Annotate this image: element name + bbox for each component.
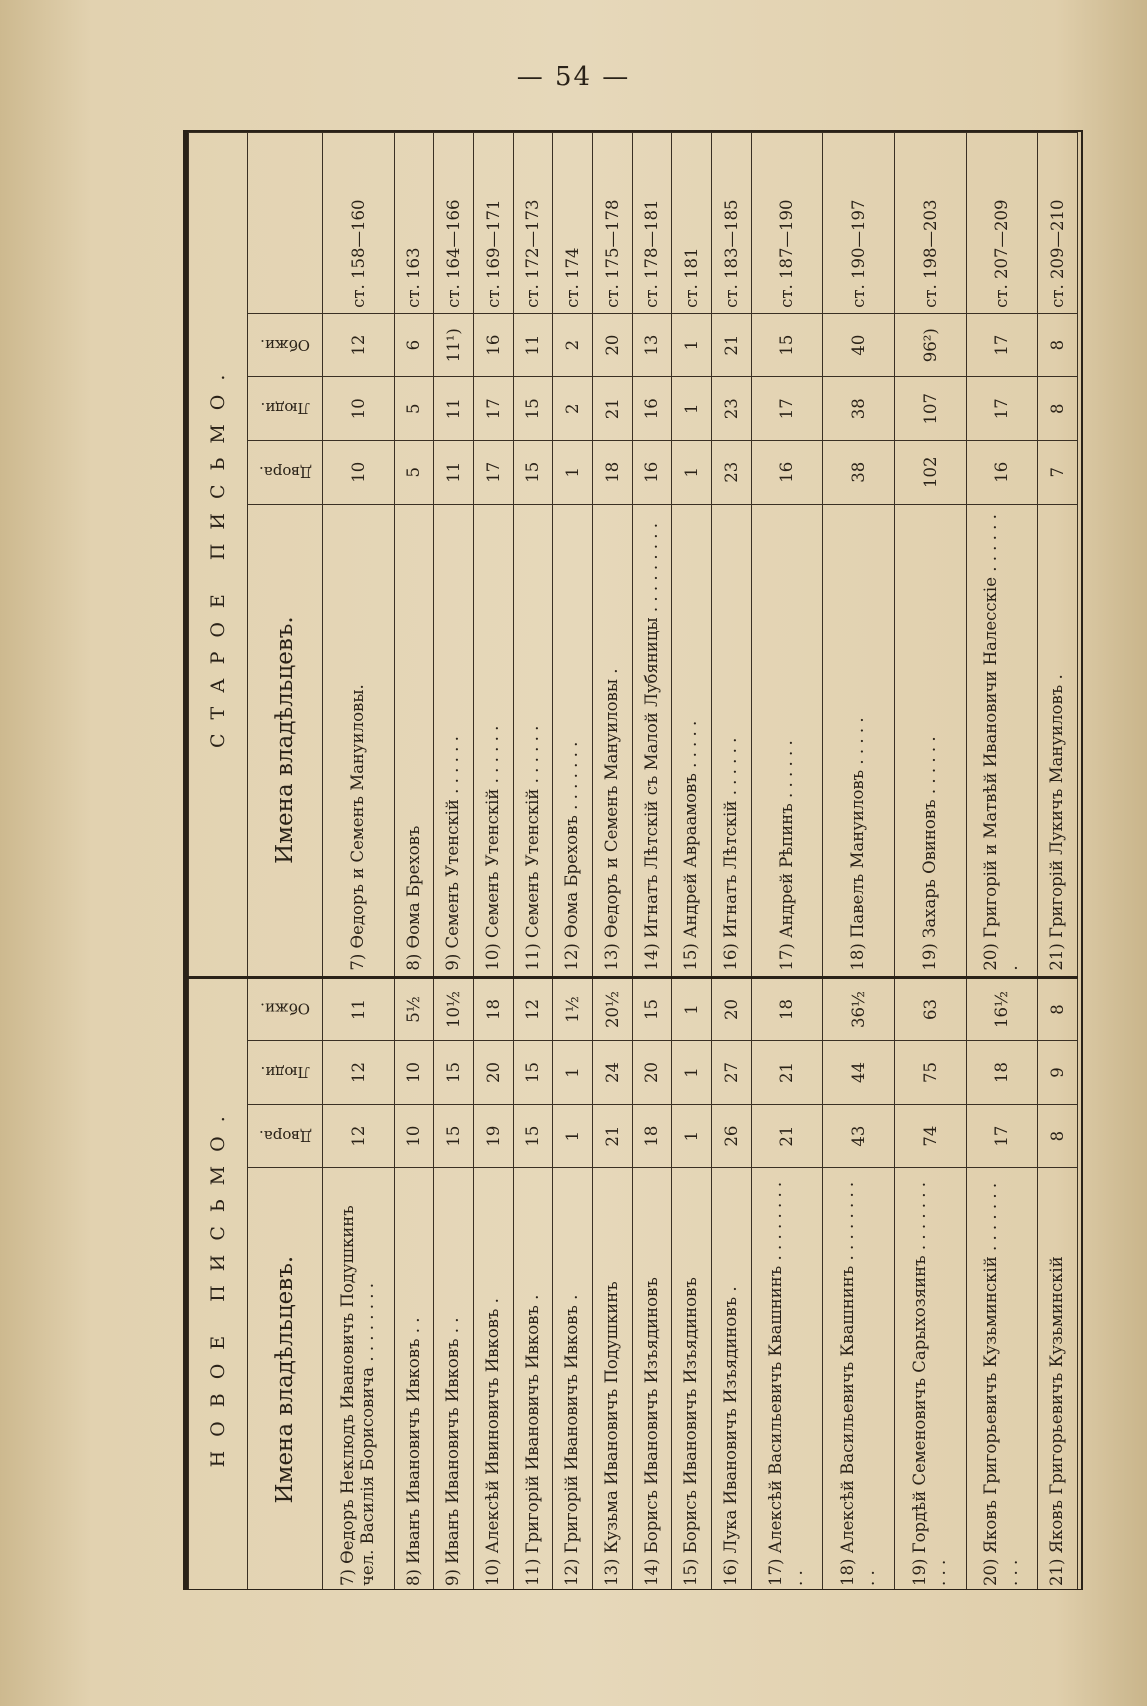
new-owner-cell: 18) Алексѣй Васильевичъ Квашнинъ . . . . . . . . . . [823, 1168, 895, 1590]
header-dvory-old: Двора. [248, 440, 323, 504]
new-lyudi-cell: 20 [632, 1041, 672, 1105]
table-row [672, 133, 712, 1591]
new-lyudi-cell: 15 [513, 1041, 553, 1105]
old-obzhi-cell: 17 [966, 313, 1038, 377]
header-ref-old [248, 133, 323, 314]
reference-cell: ст. 164—166 [434, 133, 474, 314]
new-owner-cell: 10) Алексѣй Ивиновичъ Ивковъ . [473, 1168, 513, 1590]
new-obzhi-cell: 18 [751, 977, 823, 1041]
new-dvory-cell: 15 [513, 1104, 553, 1168]
old-lyudi-cell: 15 [513, 377, 553, 441]
new-dvory-cell: 10 [394, 1104, 434, 1168]
old-obzhi-cell: 12 [323, 313, 395, 377]
old-dvory-cell: 7 [1038, 440, 1078, 504]
new-lyudi-cell: 15 [434, 1041, 474, 1105]
old-owner-cell: 9) Семенъ Утенскій . . . . . . [434, 504, 474, 977]
table-row [592, 133, 632, 1591]
rotated-table-wrapper [188, 132, 1078, 1590]
reference-cell: ст. 178—181 [632, 133, 672, 314]
old-owner-cell: 8) Ѳома Бреховъ [394, 504, 434, 977]
new-owner-cell: 15) Борисъ Ивановичъ Изъядиновъ [672, 1168, 712, 1590]
old-lyudi-cell: 17 [473, 377, 513, 441]
new-obzhi-cell: 20 [712, 977, 752, 1041]
old-lyudi-cell: 38 [823, 377, 895, 441]
new-owner-cell: 12) Григорій Ивановичъ Ивковъ . [553, 1168, 593, 1590]
new-owner-cell: 17) Алексѣй Васильевичъ Квашнинъ . . . . . . . . . . [751, 1168, 823, 1590]
old-owner-cell: 18) Павелъ Мануиловъ . . . . . [823, 504, 895, 977]
old-obzhi-cell: 96²) [894, 313, 966, 377]
new-dvory-cell: 19 [473, 1104, 513, 1168]
header-obzhi-new: Обжи. [248, 977, 323, 1041]
old-lyudi-cell: 5 [394, 377, 434, 441]
old-owner-cell: 19) Захарь Овиновъ . . . . . . [894, 504, 966, 977]
table-row [513, 133, 553, 1591]
reference-cell: ст. 163 [394, 133, 434, 314]
old-lyudi-cell: 17 [966, 377, 1038, 441]
new-owner-cell: 20) Яковъ Григорьевичъ Кузьминскій . . . . . . . . . . [966, 1168, 1038, 1590]
reference-cell: ст. 169—171 [473, 133, 513, 314]
header-owners-old: Имена владѣльцевъ. [248, 504, 323, 977]
owners-table [188, 132, 1078, 1590]
new-lyudi-cell: 20 [473, 1041, 513, 1105]
reference-cell: ст. 181 [672, 133, 712, 314]
reference-cell: ст. 174 [553, 133, 593, 314]
old-owner-cell: 17) Андрей Рѣпинъ . . . . . . [751, 504, 823, 977]
new-owner-cell: 21) Яковъ Григорьевичъ Кузьминскій [1038, 1168, 1078, 1590]
old-obzhi-cell: 2 [553, 313, 593, 377]
old-lyudi-cell: 23 [712, 377, 752, 441]
old-owner-cell: 20) Григорій и Матвѣй Ивановичи Налесскіе . . . . . . . [966, 504, 1038, 977]
old-obzhi-cell: 8 [1038, 313, 1078, 377]
table-row [966, 133, 1038, 1591]
table-row [323, 133, 395, 1591]
old-lyudi-cell: 11 [434, 377, 474, 441]
new-dvory-cell: 26 [712, 1104, 752, 1168]
new-lyudi-cell: 24 [592, 1041, 632, 1105]
old-lyudi-cell: 16 [632, 377, 672, 441]
old-dvory-cell: 16 [632, 440, 672, 504]
header-new-letter: НОВОЕ ПИСЬМО. [189, 977, 248, 1590]
old-dvory-cell: 18 [592, 440, 632, 504]
old-owner-cell: 21) Григорій Лукичъ Мануиловъ . [1038, 504, 1078, 977]
reference-cell: ст. 209—210 [1038, 133, 1078, 314]
old-lyudi-cell: 107 [894, 377, 966, 441]
new-lyudi-cell: 44 [823, 1041, 895, 1105]
new-obzhi-cell: 36½ [823, 977, 895, 1041]
new-lyudi-cell: 21 [751, 1041, 823, 1105]
table-row [751, 133, 823, 1591]
header-old-letter: СТАРОЕ ПИСЬМО. [189, 133, 248, 978]
table-frame [183, 130, 1083, 1590]
new-owner-cell: 7) Ѳедоръ Неклюдъ Ивановичъ Подушкинъ чел. Василія Борисовича . . . . . . . . [323, 1168, 395, 1590]
new-dvory-cell: 21 [751, 1104, 823, 1168]
new-obzhi-cell: 10½ [434, 977, 474, 1041]
reference-cell: ст. 172—173 [513, 133, 553, 314]
table-body [323, 133, 1078, 1591]
old-owner-cell: 12) Ѳома Бреховъ . . . . . . . [553, 504, 593, 977]
reference-cell: ст. 190—197 [823, 133, 895, 314]
table-row [632, 133, 672, 1591]
new-obzhi-cell: 1½ [553, 977, 593, 1041]
new-obzhi-cell: 15 [632, 977, 672, 1041]
old-dvory-cell: 1 [553, 440, 593, 504]
new-obzhi-cell: 8 [1038, 977, 1078, 1041]
new-dvory-cell: 8 [1038, 1104, 1078, 1168]
new-dvory-cell: 21 [592, 1104, 632, 1168]
old-dvory-cell: 1 [672, 440, 712, 504]
new-obzhi-cell: 12 [513, 977, 553, 1041]
old-obzhi-cell: 11 [513, 313, 553, 377]
new-obzhi-cell: 20½ [592, 977, 632, 1041]
old-dvory-cell: 16 [751, 440, 823, 504]
reference-cell: ст. 187—190 [751, 133, 823, 314]
new-lyudi-cell: 9 [1038, 1041, 1078, 1105]
table-row [553, 133, 593, 1591]
old-dvory-cell: 11 [434, 440, 474, 504]
reference-cell: ст. 183—185 [712, 133, 752, 314]
reference-cell: ст. 198—203 [894, 133, 966, 314]
header-owners-new: Имена владѣльцевъ. [248, 1168, 323, 1590]
old-lyudi-cell: 21 [592, 377, 632, 441]
new-owner-cell: 14) Борисъ Ивановичъ Изъядиновъ [632, 1168, 672, 1590]
new-owner-cell: 16) Лука Ивановичъ Изъядиновъ . [712, 1168, 752, 1590]
old-owner-cell: 10) Семенъ Утенскій . . . . . . [473, 504, 513, 977]
old-obzhi-cell: 40 [823, 313, 895, 377]
old-owner-cell: 11) Семенъ Утенскій . . . . . . [513, 504, 553, 977]
new-lyudi-cell: 12 [323, 1041, 395, 1105]
old-lyudi-cell: 8 [1038, 377, 1078, 441]
new-obzhi-cell: 5½ [394, 977, 434, 1041]
new-dvory-cell: 17 [966, 1104, 1038, 1168]
old-lyudi-cell: 17 [751, 377, 823, 441]
old-owner-cell: 14) Игнатъ Лѣтскій съ Малой Лубяницы . . . . . . . . . [632, 504, 672, 977]
old-dvory-cell: 10 [323, 440, 395, 504]
old-owner-cell: 15) Андрей Авраамовъ . . . . . [672, 504, 712, 977]
old-dvory-cell: 16 [966, 440, 1038, 504]
new-obzhi-cell: 18 [473, 977, 513, 1041]
old-obzhi-cell: 11¹) [434, 313, 474, 377]
old-dvory-cell: 23 [712, 440, 752, 504]
old-obzhi-cell: 16 [473, 313, 513, 377]
old-dvory-cell: 102 [894, 440, 966, 504]
old-lyudi-cell: 10 [323, 377, 395, 441]
old-lyudi-cell: 1 [672, 377, 712, 441]
header-dvory-new: Двора. [248, 1104, 323, 1168]
new-dvory-cell: 18 [632, 1104, 672, 1168]
new-lyudi-cell: 27 [712, 1041, 752, 1105]
table-row [434, 133, 474, 1591]
new-owner-cell: 11) Григорій Ивановичъ Ивковъ . [513, 1168, 553, 1590]
new-lyudi-cell: 10 [394, 1041, 434, 1105]
new-dvory-cell: 15 [434, 1104, 474, 1168]
old-obzhi-cell: 20 [592, 313, 632, 377]
old-dvory-cell: 17 [473, 440, 513, 504]
table-row [473, 133, 513, 1591]
new-dvory-cell: 12 [323, 1104, 395, 1168]
page-number: — 54 — [516, 62, 631, 92]
header-lyudi-old: Люди. [248, 377, 323, 441]
old-owner-cell: 13) Ѳедоръ и Семенъ Мануиловы . [592, 504, 632, 977]
reference-cell: ст. 175—178 [592, 133, 632, 314]
old-obzhi-cell: 15 [751, 313, 823, 377]
header-obzhi-old: Обжи. [248, 313, 323, 377]
new-lyudi-cell: 1 [553, 1041, 593, 1105]
new-lyudi-cell: 1 [672, 1041, 712, 1105]
old-lyudi-cell: 2 [553, 377, 593, 441]
new-dvory-cell: 1 [553, 1104, 593, 1168]
reference-cell: ст. 207—209 [966, 133, 1038, 314]
new-lyudi-cell: 75 [894, 1041, 966, 1105]
new-obzhi-cell: 11 [323, 977, 395, 1041]
new-obzhi-cell: 16½ [966, 977, 1038, 1041]
table-row [1038, 133, 1078, 1591]
new-dvory-cell: 74 [894, 1104, 966, 1168]
old-dvory-cell: 15 [513, 440, 553, 504]
new-dvory-cell: 43 [823, 1104, 895, 1168]
old-obzhi-cell: 1 [672, 313, 712, 377]
new-owner-cell: 8) Иванъ Ивановичъ Ивковъ . . [394, 1168, 434, 1590]
old-obzhi-cell: 6 [394, 313, 434, 377]
new-owner-cell: 19) Гордѣй Семеновичъ Сарыхозяинъ . . . . . . . . . . [894, 1168, 966, 1590]
new-owner-cell: 13) Кузьма Ивановичъ Подушкинъ [592, 1168, 632, 1590]
table-row [712, 133, 752, 1591]
new-owner-cell: 9) Иванъ Ивановичъ Ивковъ . . [434, 1168, 474, 1590]
new-obzhi-cell: 63 [894, 977, 966, 1041]
table-row [394, 133, 434, 1591]
new-lyudi-cell: 18 [966, 1041, 1038, 1105]
table-row [823, 133, 895, 1591]
reference-cell: ст. 158—160 [323, 133, 395, 314]
table-row [894, 133, 966, 1591]
old-dvory-cell: 38 [823, 440, 895, 504]
old-owner-cell: 16) Игнатъ Лѣтскій . . . . . . [712, 504, 752, 977]
old-obzhi-cell: 13 [632, 313, 672, 377]
old-obzhi-cell: 21 [712, 313, 752, 377]
old-dvory-cell: 5 [394, 440, 434, 504]
new-obzhi-cell: 1 [672, 977, 712, 1041]
header-lyudi-new: Люди. [248, 1041, 323, 1105]
new-dvory-cell: 1 [672, 1104, 712, 1168]
old-owner-cell: 7) Ѳедоръ и Семенъ Мануиловы. [323, 504, 395, 977]
